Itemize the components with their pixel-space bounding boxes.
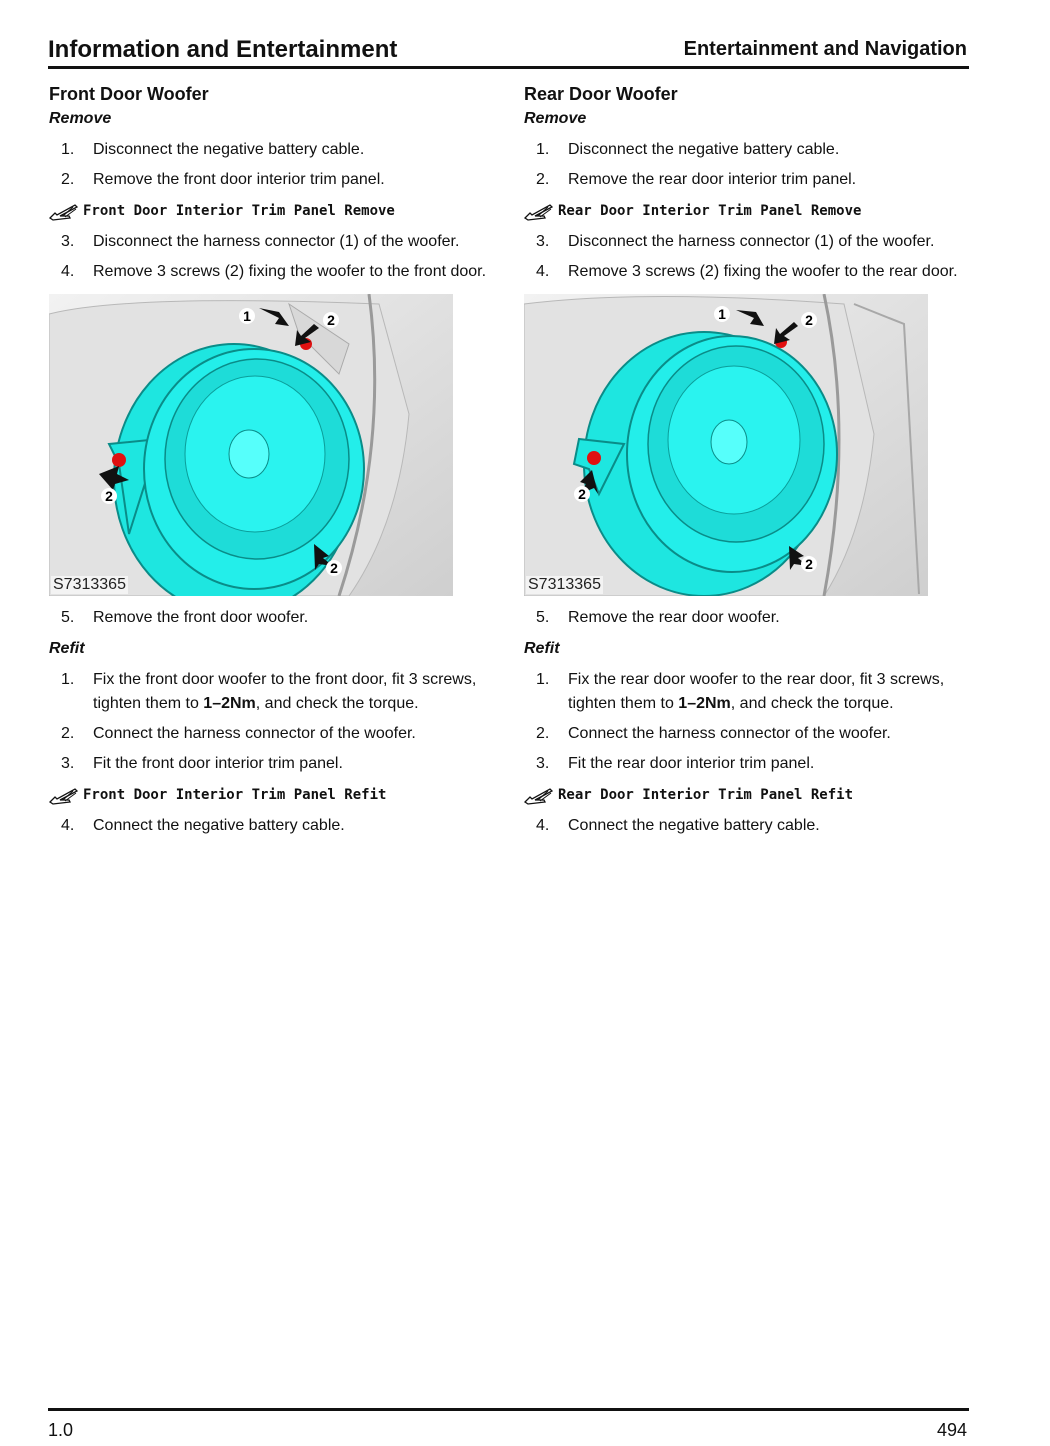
list-item xyxy=(524,260,974,284)
step-number: 2. xyxy=(536,171,550,188)
step-number: 4. xyxy=(61,817,75,834)
refit-steps xyxy=(524,668,974,776)
step-number: 2. xyxy=(61,725,75,742)
step-text: Fit the rear door interior trim panel. xyxy=(568,755,815,772)
torque-value: 1–2Nm xyxy=(203,695,256,712)
reference-text: Front Door Interior Trim Panel Remove xyxy=(83,203,395,219)
remove-steps xyxy=(524,138,974,192)
callout-label: 2 xyxy=(805,312,813,328)
step-text: Disconnect the negative battery cable. xyxy=(93,141,365,158)
list-item xyxy=(524,230,974,254)
reference-text: Rear Door Interior Trim Panel Refit xyxy=(558,787,854,803)
list-item xyxy=(49,814,499,838)
list-item xyxy=(524,722,974,746)
callout-label: 2 xyxy=(805,556,813,572)
step-text: Connect the harness connector of the woofer. xyxy=(568,725,891,742)
list-item xyxy=(524,814,974,838)
reference-text: Rear Door Interior Trim Panel Remove xyxy=(558,203,862,219)
front-woofer-illustration xyxy=(49,294,453,596)
step-number: 1. xyxy=(61,141,75,158)
step-text: Remove the front door woofer. xyxy=(93,609,309,626)
refit-steps xyxy=(49,668,499,776)
figure-code: S7313365 xyxy=(53,576,126,593)
rear-door-woofer-section xyxy=(524,82,974,844)
section-title: Rear Door Woofer xyxy=(524,84,678,104)
page-header-right-title: Entertainment and Navigation xyxy=(683,38,967,60)
step-number: 2. xyxy=(61,171,75,188)
step-number: 2. xyxy=(536,725,550,742)
step-text: Fit the front door interior trim panel. xyxy=(93,755,343,772)
remove-steps-continued xyxy=(49,230,499,284)
list-item xyxy=(524,668,974,716)
step-text: Disconnect the negative battery cable. xyxy=(568,141,840,158)
step-text: Remove the rear door interior trim panel. xyxy=(568,171,857,188)
page-header-left-title: Information and Entertainment xyxy=(48,36,398,63)
procedure-reference-link[interactable] xyxy=(49,198,499,224)
step-number: 3. xyxy=(536,233,550,250)
callout-label: 2 xyxy=(105,488,113,504)
refit-subheading: Refit xyxy=(524,640,560,657)
step-text: Fix the rear door woofer to the rear door, fit 3 screws, tighten them to xyxy=(568,671,945,712)
step-number: 5. xyxy=(536,609,550,626)
remove-subheading: Remove xyxy=(524,110,587,127)
step-text: Remove the rear door woofer. xyxy=(568,609,780,626)
rear-woofer-illustration xyxy=(524,294,928,596)
pointing-hand-icon xyxy=(49,785,81,805)
callout-label: 2 xyxy=(578,486,586,502)
reference-text: Front Door Interior Trim Panel Refit xyxy=(83,787,387,803)
remove-steps xyxy=(49,138,499,192)
pointing-hand-icon xyxy=(524,201,556,221)
step-text: Remove 3 screws (2) fixing the woofer to the front door. xyxy=(93,263,487,280)
step-text: Connect the negative battery cable. xyxy=(568,817,820,834)
step-number: 5. xyxy=(61,609,75,626)
list-item xyxy=(49,260,499,284)
list-item xyxy=(49,230,499,254)
page-number: 494 xyxy=(936,1420,967,1440)
pointing-hand-icon xyxy=(49,201,81,221)
remove-final-step xyxy=(49,606,499,630)
procedure-reference-link[interactable] xyxy=(524,198,974,224)
step-number: 1. xyxy=(536,671,550,688)
step-text: Remove the front door interior trim panel. xyxy=(93,171,385,188)
callout-label: 2 xyxy=(330,560,338,576)
callout-label: 1 xyxy=(243,308,251,324)
step-number: 3. xyxy=(536,755,550,772)
list-item xyxy=(524,752,974,776)
step-number: 4. xyxy=(536,263,550,280)
step-number: 1. xyxy=(61,671,75,688)
remove-steps-continued xyxy=(524,230,974,284)
list-item xyxy=(49,752,499,776)
step-number: 3. xyxy=(61,755,75,772)
step-number: 3. xyxy=(61,233,75,250)
footer-rule xyxy=(48,1408,969,1411)
list-item xyxy=(524,138,974,162)
list-item xyxy=(524,168,974,192)
step-text: Connect the negative battery cable. xyxy=(93,817,345,834)
step-text: Disconnect the harness connector (1) of the woofer. xyxy=(568,233,935,250)
list-item xyxy=(49,138,499,162)
step-text: , and check the torque. xyxy=(730,695,894,712)
woofer-diagram xyxy=(49,294,453,596)
step-number: 1. xyxy=(536,141,550,158)
list-item xyxy=(524,606,974,630)
step-text: Fix the front door woofer to the front door, fit 3 screws, tighten them to xyxy=(93,671,477,712)
list-item xyxy=(49,606,499,630)
procedure-reference-link[interactable] xyxy=(49,782,499,808)
header-rule xyxy=(48,66,969,69)
callout-label: 2 xyxy=(327,312,335,328)
step-number: 4. xyxy=(536,817,550,834)
procedure-reference-link[interactable] xyxy=(524,782,974,808)
document-version: 1.0 xyxy=(48,1420,74,1440)
section-title: Front Door Woofer xyxy=(49,84,209,104)
list-item xyxy=(49,722,499,746)
step-text: Remove 3 screws (2) fixing the woofer to the rear door. xyxy=(568,263,958,280)
refit-final-step xyxy=(49,814,499,838)
woofer-diagram xyxy=(524,294,928,596)
step-text: Connect the harness connector of the woofer. xyxy=(93,725,416,742)
screw-icon xyxy=(112,453,126,467)
step-text: Disconnect the harness connector (1) of the woofer. xyxy=(93,233,460,250)
list-item xyxy=(49,168,499,192)
step-number: 4. xyxy=(61,263,75,280)
remove-final-step xyxy=(524,606,974,630)
pointing-hand-icon xyxy=(524,785,556,805)
front-door-woofer-section xyxy=(49,82,499,844)
callout-label: 1 xyxy=(718,306,726,322)
remove-subheading: Remove xyxy=(49,110,112,127)
refit-final-step xyxy=(524,814,974,838)
screw-icon xyxy=(587,451,601,465)
step-text: , and check the torque. xyxy=(255,695,419,712)
list-item xyxy=(49,668,499,716)
torque-value: 1–2Nm xyxy=(678,695,731,712)
refit-subheading: Refit xyxy=(49,640,85,657)
figure-code: S7313365 xyxy=(528,576,601,593)
